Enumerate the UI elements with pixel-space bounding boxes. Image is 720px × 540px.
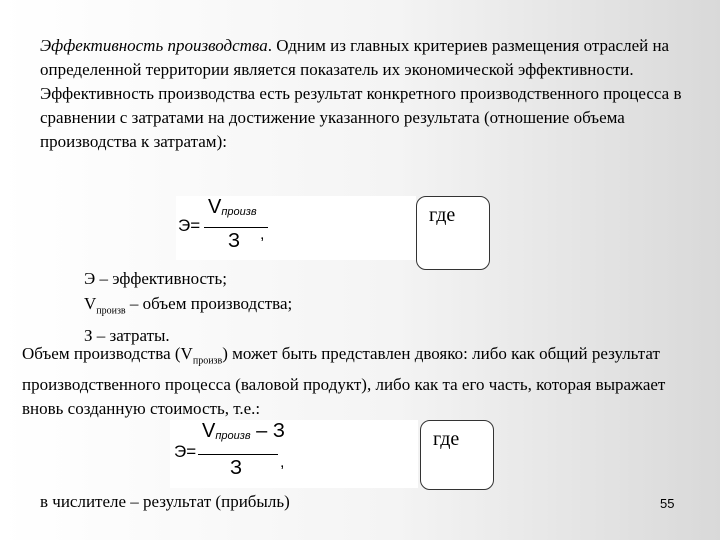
intro-term: Эффективность производства (40, 36, 268, 55)
formula-numerator (202, 420, 285, 443)
volume-paragraph-part1: Объем производства (V (22, 344, 193, 363)
formula-numerator (208, 196, 257, 219)
numerator-main: V (208, 196, 222, 218)
efficiency-formula (176, 196, 416, 260)
definition-volume-subscript: произв (96, 305, 126, 317)
gde-box-2 (420, 420, 494, 490)
profit-efficiency-formula (170, 420, 418, 488)
volume-paragraph (22, 342, 702, 421)
formula-lhs: Э= (174, 442, 197, 461)
formula-comma: , (260, 226, 265, 243)
fraction-bar (198, 454, 278, 455)
intro-text: . Одним из главных критериев размещения отраслей на определенной территории является показатель их экономической эффективности. Эффективность производства есть результат конкретного производственного процесса в сравнении с затратами на достижение указанного результата (отношение объема производства к затратам): (40, 36, 682, 151)
numerator-tail: – З (250, 420, 285, 442)
gde-box-1 (416, 196, 490, 270)
formula-comma: , (280, 454, 285, 471)
formula-lhs: Э= (178, 216, 201, 235)
definitions-list (84, 266, 292, 348)
definition-costs: З – затраты. (84, 326, 170, 346)
numerator-subscript: произв (215, 430, 251, 442)
intro-paragraph (40, 34, 688, 154)
definition-efficiency: Э – эффективность; (84, 269, 227, 288)
page-number: 55 (660, 496, 675, 511)
volume-paragraph-subscript: произв (192, 355, 223, 367)
definition-volume (84, 294, 293, 317)
volume-paragraph-part2: ) может быть представлен двояко: либо как общий результат производственного процесса (валовой продукт), либо как та его часть, которая выражает вновь созданную стоимость, т.е.: (22, 344, 666, 419)
formula-denominator: З (228, 230, 241, 252)
numerator-note: в числителе – результат (прибыль) (40, 492, 290, 511)
gde-label: где (433, 428, 460, 450)
numerator-subscript: произв (221, 206, 257, 218)
formula-denominator: З (230, 457, 243, 479)
numerator-main: V (202, 420, 216, 442)
fraction-bar (204, 227, 268, 228)
definition-volume-symbol: V (84, 294, 97, 313)
definition-volume-text: – объем производства; (125, 294, 293, 313)
gde-label: где (429, 204, 456, 226)
